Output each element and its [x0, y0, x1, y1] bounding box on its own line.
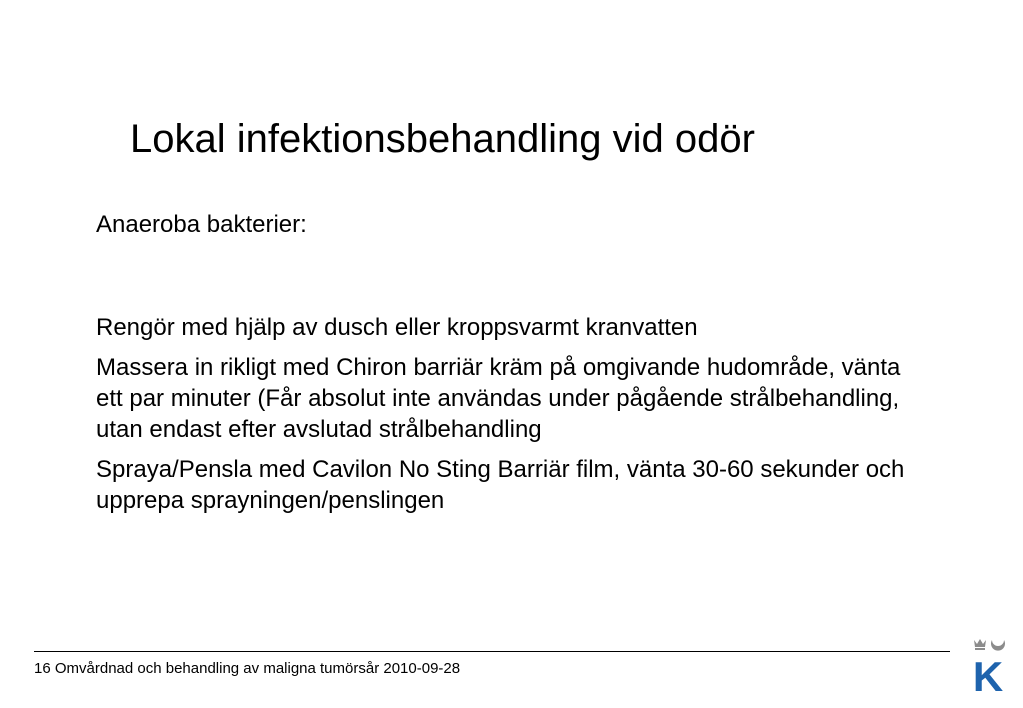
- crescent-icon: [991, 640, 1005, 651]
- paragraph-anaerobic-bacteria: Anaeroba bakterier:: [96, 211, 307, 238]
- slide-content: [96, 209, 926, 516]
- paragraph-cleanse: Rengör med hjälp av dusch eller kroppsvarmt kranvatten: [96, 314, 698, 341]
- footer-divider: [34, 651, 950, 652]
- logo-letter: K: [972, 653, 1004, 694]
- footer-caption: 16 Omvårdnad och behandling av maligna tumörsår 2010-09-28: [34, 660, 461, 677]
- paragraph-massage-cream: Massera in rikligt med Chiron barriär kräm på omgivande hudområde, vänta ett par minuter (Får absolut inte användas under pågående strålbehandling, utan endast efter avslutad strålbehandling: [96, 354, 901, 443]
- crown-icon: [974, 639, 986, 650]
- slide-title: Lokal infektionsbehandling vid odör: [130, 117, 755, 161]
- paragraph-spray-film: Spraya/Pensla med Cavilon No Sting Barriär film, vänta 30-60 sekunder och upprepa sprayningen/penslingen: [96, 456, 905, 514]
- institution-logo: [968, 636, 1008, 694]
